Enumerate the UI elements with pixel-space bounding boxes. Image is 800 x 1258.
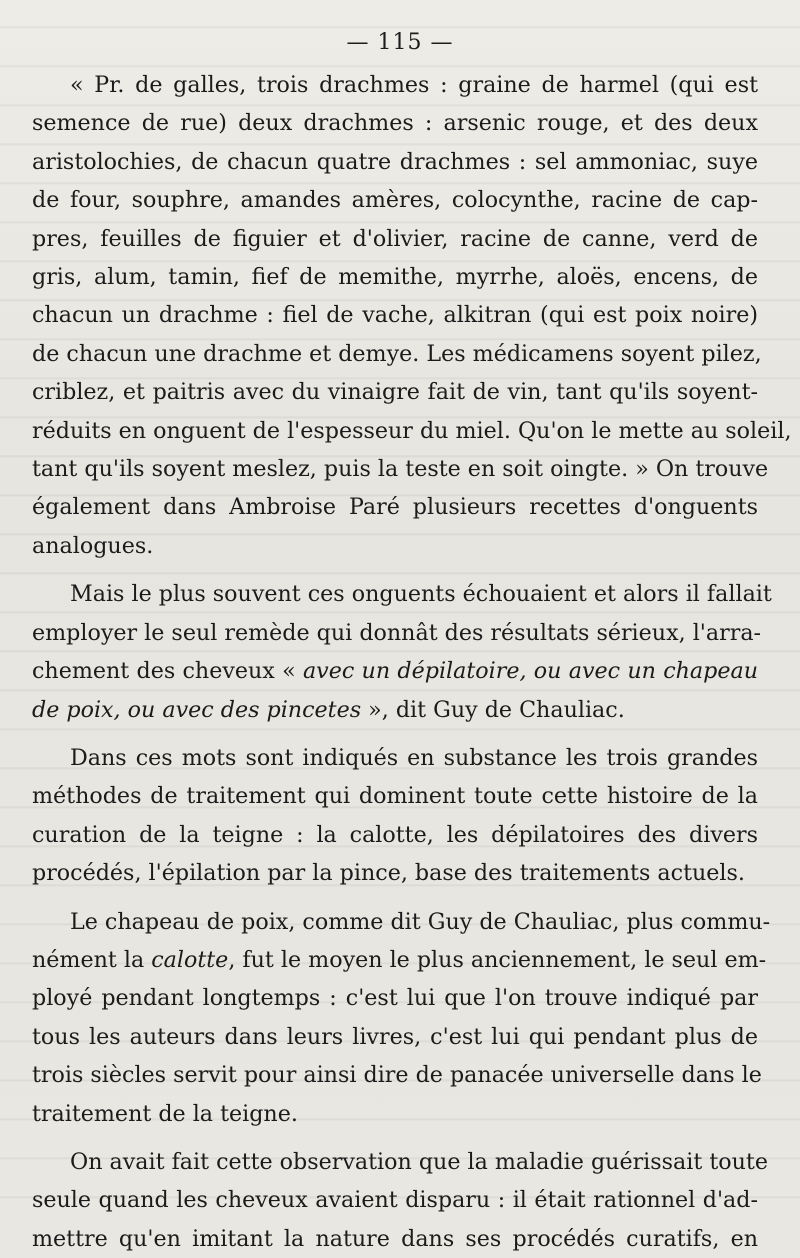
text-line: Dans ces mots sont indiqués en substance les trois grandes [70,744,758,771]
text-line: réduits en onguent de l'espesseur du miel. Qu'on le mette au soleil, [32,417,792,444]
page-number: — 115 — [346,30,454,55]
text-line: aristolochies, de chacun quatre drachmes : sel ammoniac, suye [32,148,758,175]
text-line: mettre qu'en imitant la nature dans ses procédés curatifs, en [32,1225,758,1252]
text-line: chacun un drachme : fiel de vache, alkitran (qui est poix noire) [32,302,758,329]
text-line: trois siècles servit pour ainsi dire de panacée universelle dans le [32,1062,762,1089]
text-line: semence de rue) deux drachmes : arsenic rouge, et des deux [32,110,758,137]
text-line: Le chapeau de poix, comme dit Guy de Chauliac, plus commu- [70,908,771,935]
text-line: de chacun une drachme et demye. Les médicamens soyent pilez, [32,340,762,367]
text-line: employer le seul remède qui donnât des résultats sérieux, l'arra- [32,619,762,646]
text-run: », dit Guy de Chauliac. [361,696,625,723]
text-line: analogues. [32,532,154,559]
paragraph [32,739,758,893]
text-line: tous les auteurs dans leurs livres, c'est lui qui pendant plus de [32,1023,758,1050]
text-line: « Pr. de galles, trois drachmes : graine de harmel (qui est [70,72,758,98]
text-line: également dans Ambroise Paré plusieurs recettes d'onguents [32,494,758,521]
text-line: Mais le plus souvent ces onguents échouaient et alors il fallait [70,581,772,608]
body-text [32,66,792,1258]
paragraph [32,903,771,1133]
text-line: ployé pendant longtemps : c'est lui que l'on trouve indiqué par [32,985,758,1012]
text-line: gris, alum, tamin, fief de memithe, myrrhe, aloës, encens, de [32,264,758,291]
text-run: chement des cheveux « [32,658,303,685]
text-line [32,691,758,729]
paragraph [32,66,792,565]
text-line: On avait fait cette observation que la maladie guérissait toute [70,1148,768,1175]
text-line: traitement de la teigne. [32,1100,298,1127]
italic-run: de poix, ou avec des pincetes [32,696,362,723]
text-line: criblez, et paitris avec du vinaigre fait de vin, tant qu'ils soyent- [32,379,758,406]
text-run: , fut le moyen le plus anciennement, le seul em- [228,946,767,973]
italic-run: avec un dépilatoire, ou avec un chapeau [302,658,758,685]
paragraph [32,1143,768,1258]
text-line [32,941,767,979]
text-line: tant qu'ils soyent meslez, puis la teste en soit oingte. » On trouve [32,456,769,483]
text-line: de four, souphre, amandes amères, colocynthe, racine de cap- [32,187,758,214]
text-line: procédés, l'épilation par la pince, base des traitements actuels. [32,860,745,887]
paragraph [32,575,772,729]
italic-run: calotte [151,946,229,973]
text-line: seule quand les cheveux avaient disparu : il était rationnel d'ad- [32,1187,758,1214]
text-line: pres, feuilles de figuier et d'olivier, racine de canne, verd de [32,225,758,252]
text-run: nément la [32,946,152,973]
text-line: curation de la teigne : la calotte, les dépilatoires des divers [32,821,758,848]
text-line [32,652,758,690]
text-line: méthodes de traitement qui dominent toute cette histoire de la [32,783,758,810]
